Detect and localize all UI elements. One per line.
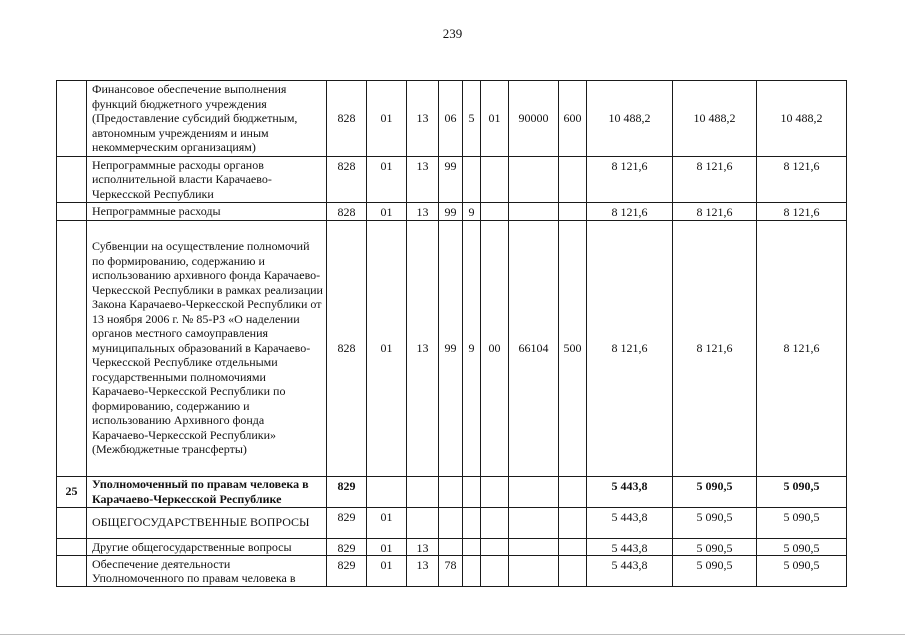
- sum-year-3: 5 090,5: [757, 556, 847, 587]
- ministry-code: 829: [327, 476, 367, 507]
- subsection-code: 13: [407, 538, 439, 556]
- ministry-code: 828: [327, 203, 367, 221]
- direction-code: [509, 203, 559, 221]
- direction-code: [509, 476, 559, 507]
- expense-type-code: [559, 556, 587, 587]
- expense-type-code: [559, 507, 587, 538]
- direction-code: [509, 556, 559, 587]
- page-number: 239: [442, 26, 463, 41]
- row-index: [57, 538, 87, 556]
- ministry-code: 829: [327, 556, 367, 587]
- ministry-code: 829: [327, 507, 367, 538]
- ministry-code: 828: [327, 157, 367, 203]
- row-name: Непрограммные расходы органов исполнительной власти Карачаево-Черкесской Республики: [87, 157, 327, 203]
- direction-code: 90000: [509, 81, 559, 157]
- program-code: [439, 476, 463, 507]
- main-event-code: 00: [481, 220, 509, 476]
- expense-type-code: [559, 538, 587, 556]
- table-row: [57, 157, 847, 203]
- table-row: [57, 81, 847, 157]
- row-name: Финансовое обеспечение выполнения функций бюджетного учреждения (Предоставление субсидий бюджетным, автономным учреждениям и иным некоммерческим организациям): [87, 81, 327, 157]
- row-index: 25: [57, 476, 87, 507]
- expense-type-code: [559, 476, 587, 507]
- main-event-code: [481, 157, 509, 203]
- subprogram-code: [463, 157, 481, 203]
- sum-year-3: 5 090,5: [757, 476, 847, 507]
- subsection-code: [407, 507, 439, 538]
- subprogram-code: 9: [463, 220, 481, 476]
- page-bottom-edge: [0, 634, 905, 635]
- program-code: 99: [439, 220, 463, 476]
- main-event-code: [481, 507, 509, 538]
- expense-type-code: [559, 203, 587, 221]
- subprogram-code: [463, 507, 481, 538]
- sum-year-1: 8 121,6: [587, 203, 673, 221]
- subprogram-code: 9: [463, 203, 481, 221]
- row-index: [57, 203, 87, 221]
- sum-year-1: 5 443,8: [587, 476, 673, 507]
- sum-year-3: 5 090,5: [757, 507, 847, 538]
- sum-year-2: 10 488,2: [673, 81, 757, 157]
- row-name: Обеспечение деятельности Уполномоченного по правам человека в: [87, 556, 327, 587]
- program-code: 06: [439, 81, 463, 157]
- direction-code: [509, 507, 559, 538]
- direction-code: [509, 157, 559, 203]
- row-index: [57, 81, 87, 157]
- table-row: [57, 220, 847, 476]
- row-index: [57, 556, 87, 587]
- direction-code: [509, 538, 559, 556]
- table-row: [57, 507, 847, 538]
- program-code: [439, 538, 463, 556]
- section-code: 01: [367, 556, 407, 587]
- budget-table: [56, 80, 847, 587]
- subsection-code: 13: [407, 220, 439, 476]
- expense-type-code: 600: [559, 81, 587, 157]
- table-row: [57, 556, 847, 587]
- sum-year-1: 5 443,8: [587, 556, 673, 587]
- row-name: Другие общегосударственные вопросы: [87, 538, 327, 556]
- ministry-code: 828: [327, 81, 367, 157]
- row-name: Субвенции на осуществление полномочий по формированию, содержанию и использованию архивного фонда Карачаево-Черкесской Республики в рамках реализации Закона Карачаево-Черкесской Республики от 13 ноября 2006 г. № 85-РЗ «О наделении органов местного самоуправления муниципальных образований в Карачаево-Черкесской Республике отдельными государственными полномочиями Карачаево-Черкесской Республики по формированию, содержанию и использованию Архивного фонда Карачаево-Черкесской Республики» (Межбюджетные трансферты): [87, 220, 327, 476]
- sum-year-2: 5 090,5: [673, 507, 757, 538]
- subprogram-code: [463, 556, 481, 587]
- section-code: 01: [367, 157, 407, 203]
- subprogram-code: 5: [463, 81, 481, 157]
- section-code: 01: [367, 538, 407, 556]
- row-index: [57, 507, 87, 538]
- subsection-code: [407, 476, 439, 507]
- sum-year-3: 5 090,5: [757, 538, 847, 556]
- expense-type-code: [559, 157, 587, 203]
- program-code: 78: [439, 556, 463, 587]
- table-row: [57, 538, 847, 556]
- program-code: 99: [439, 157, 463, 203]
- row-name: Непрограммные расходы: [87, 203, 327, 221]
- sum-year-2: 5 090,5: [673, 538, 757, 556]
- sum-year-3: 8 121,6: [757, 203, 847, 221]
- main-event-code: 01: [481, 81, 509, 157]
- subprogram-code: [463, 476, 481, 507]
- main-event-code: [481, 203, 509, 221]
- program-code: 99: [439, 203, 463, 221]
- sum-year-3: 10 488,2: [757, 81, 847, 157]
- ministry-code: 828: [327, 220, 367, 476]
- subprogram-code: [463, 538, 481, 556]
- row-name: Уполномоченный по правам человека в Карачаево-Черкесской Республике: [87, 476, 327, 507]
- subsection-code: 13: [407, 556, 439, 587]
- sum-year-1: 5 443,8: [587, 538, 673, 556]
- row-name: ОБЩЕГОСУДАРСТВЕННЫЕ ВОПРОСЫ: [87, 507, 327, 538]
- sum-year-2: 5 090,5: [673, 556, 757, 587]
- section-code: [367, 476, 407, 507]
- section-code: 01: [367, 220, 407, 476]
- main-event-code: [481, 538, 509, 556]
- section-code: 01: [367, 203, 407, 221]
- sum-year-1: 10 488,2: [587, 81, 673, 157]
- table-row: [57, 476, 847, 507]
- sum-year-1: 5 443,8: [587, 507, 673, 538]
- section-code: 01: [367, 81, 407, 157]
- expense-type-code: 500: [559, 220, 587, 476]
- sum-year-2: 8 121,6: [673, 203, 757, 221]
- main-event-code: [481, 476, 509, 507]
- sum-year-2: 8 121,6: [673, 157, 757, 203]
- ministry-code: 829: [327, 538, 367, 556]
- table-row: [57, 203, 847, 221]
- sum-year-3: 8 121,6: [757, 220, 847, 476]
- sum-year-3: 8 121,6: [757, 157, 847, 203]
- sum-year-1: 8 121,6: [587, 220, 673, 476]
- direction-code: 66104: [509, 220, 559, 476]
- sum-year-1: 8 121,6: [587, 157, 673, 203]
- program-code: [439, 507, 463, 538]
- row-index: [57, 157, 87, 203]
- sum-year-2: 5 090,5: [673, 476, 757, 507]
- subsection-code: 13: [407, 203, 439, 221]
- main-event-code: [481, 556, 509, 587]
- section-code: 01: [367, 507, 407, 538]
- row-index: [57, 220, 87, 476]
- subsection-code: 13: [407, 81, 439, 157]
- sum-year-2: 8 121,6: [673, 220, 757, 476]
- subsection-code: 13: [407, 157, 439, 203]
